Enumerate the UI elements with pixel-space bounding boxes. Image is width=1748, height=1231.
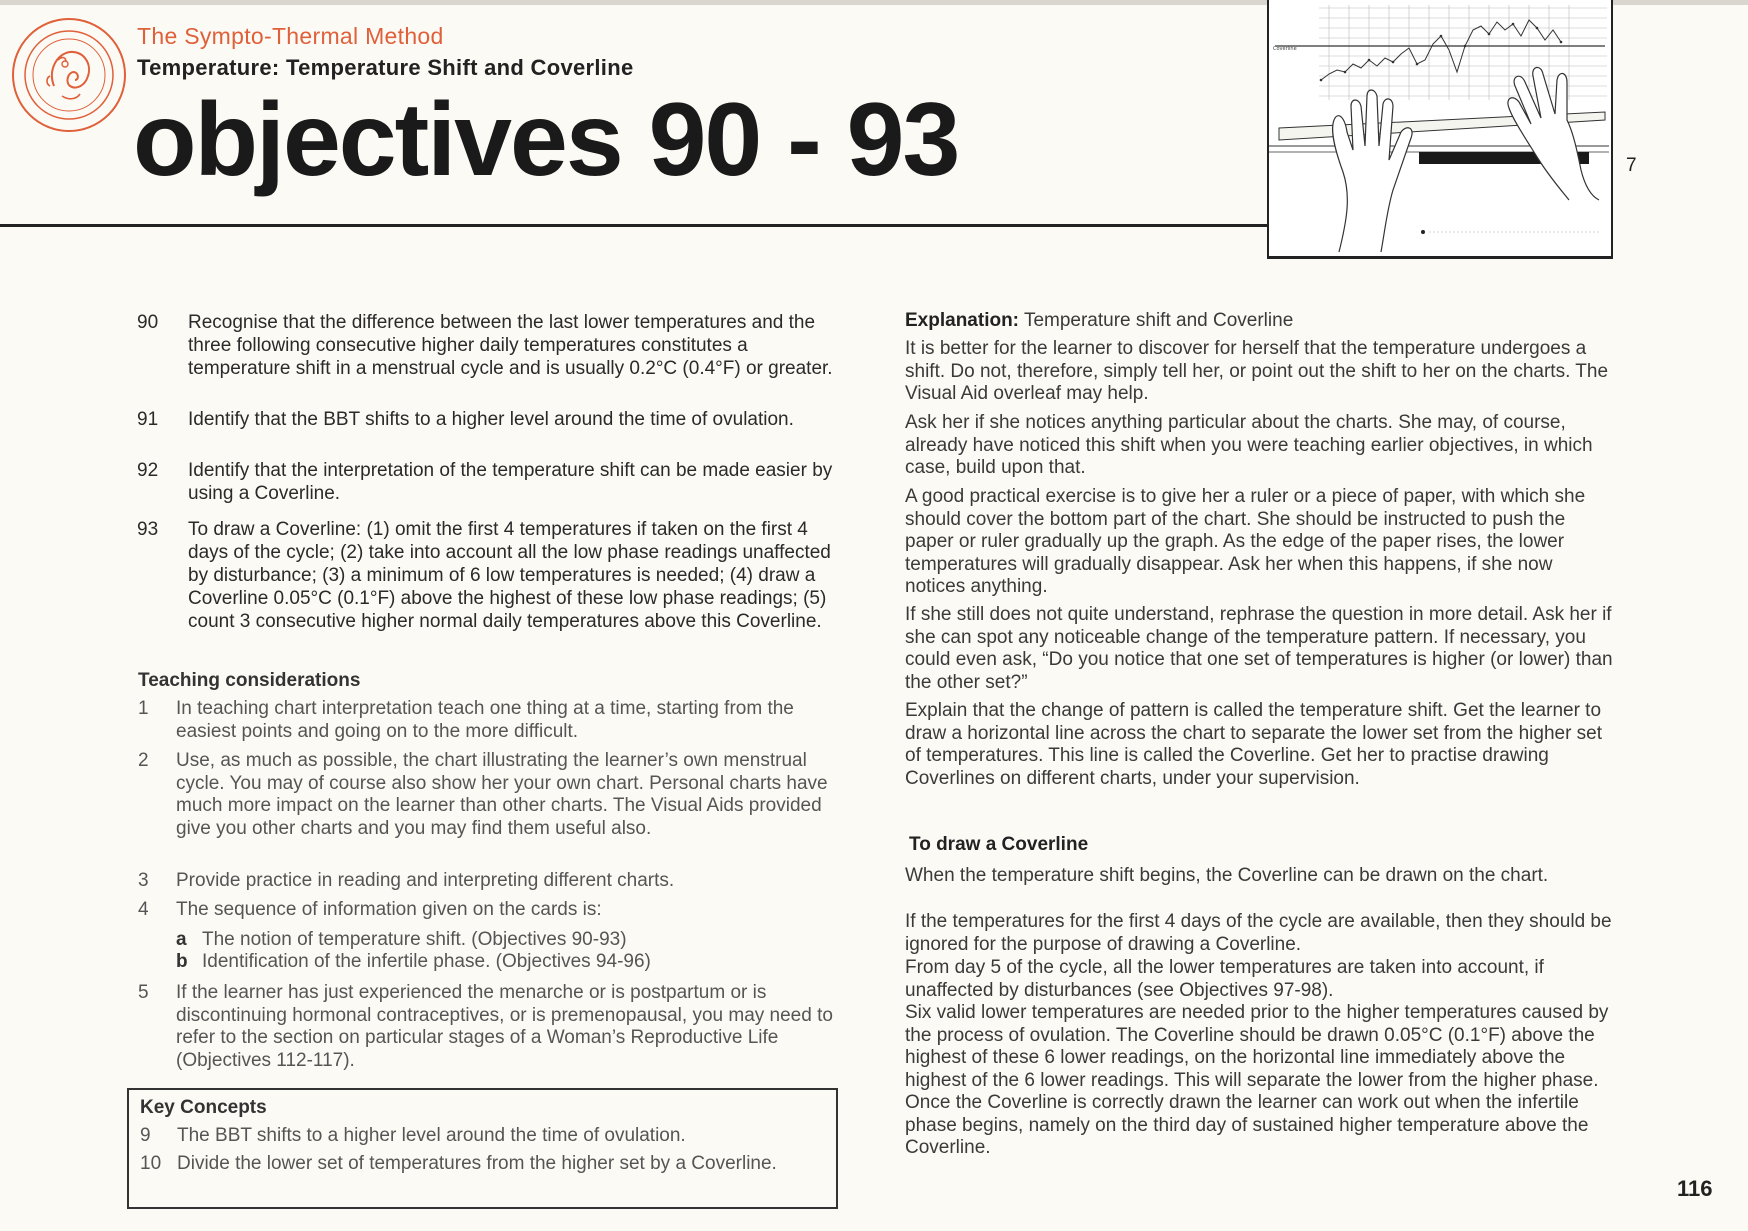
- teaching-item: [138, 698, 838, 743]
- draw-coverline-paragraph: From day 5 of the cycle, all the lower temperatures are taken into account, if unaffected by disturbances (see Objectives 97-98).: [905, 957, 1544, 1001]
- draw-coverline-paragraph: Six valid lower temperatures are needed prior to the higher temperatures caused by the process of ovulation. The Coverline should be drawn 0.05°C (0.1°F) above the highest of these 6 lower readings, on the horizontal line immediately above the highest of the 6 lower readings. This will separate the lower from the higher phase. Once the Coverline is correctly drawn the learner can work out when the infertile phase begins, namely on the third day of sustained higher temperature above the Coverline.: [905, 1002, 1609, 1158]
- draw-coverline-paragraph: When the temperature shift begins, the Coverline can be drawn on the chart.: [905, 865, 1549, 886]
- objective-item: [137, 518, 837, 633]
- explanation-paragraph: It is better for the learner to discover for herself that the temperature undergoes a shift. Do not, therefore, simply tell her, or point out the shift to her on the charts. The Visual Aid overleaf may help.: [905, 338, 1609, 404]
- explanation-heading: [905, 310, 1615, 333]
- teaching-text: The sequence of information given on the cards is:: [176, 899, 602, 920]
- key-concept-number: 10: [140, 1153, 162, 1174]
- explanation-label: Explanation:: [905, 310, 1020, 331]
- sub-item-text: Identification of the infertile phase. (Objectives 94-96): [202, 951, 651, 972]
- teaching-number: 1: [138, 698, 149, 719]
- objective-item: [137, 408, 837, 431]
- section-subtitle: Temperature: Temperature Shift and Coverline: [137, 55, 634, 80]
- teaching-item: [138, 750, 838, 840]
- sub-item-letter: a: [176, 929, 187, 950]
- teaching-number: 3: [138, 870, 149, 891]
- chart-illustration: [1267, 0, 1613, 259]
- explanation-paragraph: Explain that the change of pattern is called the temperature shift. Get the learner to draw a horizontal line across the chart to separate the lower set from the higher set of temperatures. This line is called the Coverline. Get her to practise drawing Coverlines on different charts, under your supervision.: [905, 700, 1603, 789]
- objective-text: To draw a Coverline: (1) omit the first 4 temperatures if taken on the first 4 days of the cycle; (2) take into account all the low phase readings unaffected by disturbance; (3) a minimum of 6 low temperatures is needed; (4) draw a Coverline 0.05°C (0.1°F) above the highest of these low phase readings; (5) count 3 consecutive higher normal daily temperatures above this Coverline.: [188, 519, 831, 632]
- chart-coverline-label: Coverline: [1273, 46, 1297, 52]
- objective-text: Identify that the interpretation of the temperature shift can be made easier by using a Coverline.: [188, 460, 833, 504]
- key-concept-number: 9: [140, 1125, 151, 1146]
- teaching-sub-item: [176, 951, 651, 974]
- key-concept-text: The BBT shifts to a higher level around the time of ovulation.: [177, 1125, 686, 1146]
- teaching-text: Provide practice in reading and interpreting different charts.: [176, 870, 675, 891]
- key-concept-item: [140, 1153, 820, 1176]
- objective-number: 90: [137, 312, 159, 333]
- draw-coverline-heading: To draw a Coverline: [909, 834, 1089, 855]
- key-concepts-heading: Key Concepts: [140, 1097, 267, 1118]
- header-rule: [0, 224, 1270, 227]
- objective-number: 91: [137, 409, 159, 430]
- logo-icon: [10, 16, 128, 134]
- teaching-item: [138, 899, 838, 922]
- teaching-number: 5: [138, 982, 149, 1003]
- teaching-number: 4: [138, 899, 149, 920]
- objective-item: [137, 459, 837, 505]
- teaching-text: If the learner has just experienced the menarche or is postpartum or is discontinuing hormonal contraceptives, or is premenopausal, you may need to refer to the section on particular stages of a Woman’s Reproductive Life (Objectives 112-117).: [176, 982, 833, 1071]
- teaching-item: [138, 982, 838, 1072]
- teaching-sub-item: [176, 929, 627, 952]
- objective-text: Recognise that the difference between the last lower temperatures and the three following consecutive higher daily temperatures constitutes a temperature shift in a menstrual cycle and is usually 0.2°C (0.4°F) or greater.: [188, 312, 833, 379]
- sub-item-letter: b: [176, 951, 188, 972]
- teaching-heading: Teaching considerations: [138, 670, 361, 691]
- side-number: 7: [1626, 155, 1637, 176]
- explanation-paragraph: Ask her if she notices anything particular about the charts. She may, of course, already have noticed this shift when you were teaching earlier objectives, in which case, build upon that.: [905, 412, 1593, 478]
- teaching-text: Use, as much as possible, the chart illustrating the learner’s own menstrual cycle. You may of course also show her your own chart. Personal charts have much more impact on the learner than other charts. The Visual Aids provided give you other charts and you may find them useful also.: [176, 750, 828, 839]
- explanation-paragraph: A good practical exercise is to give her a ruler or a piece of paper, with which she should cover the bottom part of the chart. She should be instructed to push the paper or ruler gradually up the graph. As the edge of the paper rises, the lower temperatures will gradually disappear. Ask her when this happens, if she now notices anything.: [905, 486, 1586, 597]
- teaching-item: [138, 870, 838, 893]
- explanation-paragraph: If she still does not quite understand, rephrase the question in more detail. Ask her if she can spot any noticeable change of the temperature pattern. If necessary, you could even ask, “Do you notice that one set of temperatures is higher (or lower) than the other set?”: [905, 604, 1613, 693]
- draw-coverline-paragraph: If the temperatures for the first 4 days of the cycle are available, then they should be ignored for the purpose of drawing a Coverline.: [905, 911, 1612, 955]
- explanation-title: Temperature shift and Coverline: [1023, 310, 1294, 331]
- key-concept-item: [140, 1125, 820, 1148]
- objective-number: 92: [137, 460, 159, 481]
- series-title: The Sympto-Thermal Method: [137, 23, 444, 49]
- objective-number: 93: [137, 519, 159, 540]
- sub-item-text: The notion of temperature shift. (Objectives 90-93): [202, 929, 627, 950]
- page-number: 116: [1677, 1176, 1713, 1201]
- teaching-text: In teaching chart interpretation teach one thing at a time, starting from the easiest points and going on to the more difficult.: [176, 698, 794, 742]
- objective-item: [137, 311, 837, 380]
- page-title: objectives 90 - 93: [133, 82, 959, 198]
- bbt-chart-drawing: [1269, 0, 1611, 256]
- teaching-number: 2: [138, 750, 149, 771]
- objective-text: Identify that the BBT shifts to a higher level around the time of ovulation.: [188, 409, 794, 430]
- key-concept-text: Divide the lower set of temperatures from the higher set by a Coverline.: [177, 1153, 777, 1174]
